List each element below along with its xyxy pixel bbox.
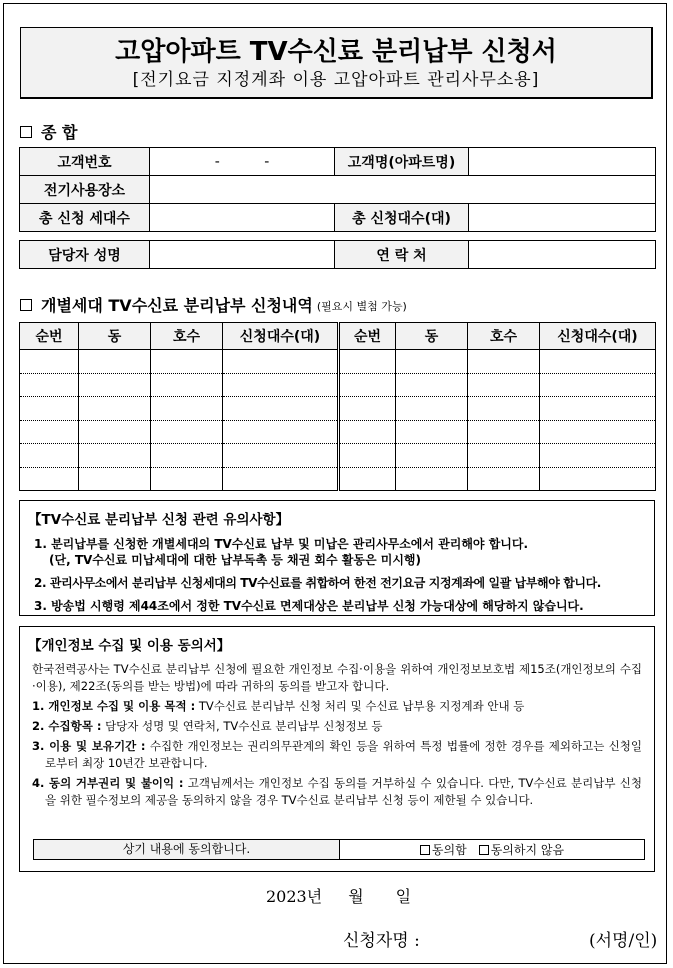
customer-name-label: 고객명(아파트명)	[335, 148, 469, 176]
total-households-label: 총 신청 세대수	[20, 204, 150, 232]
table-cell[interactable]	[79, 373, 151, 397]
table-cell[interactable]	[540, 350, 656, 374]
table-cell[interactable]	[20, 350, 79, 374]
table-cell[interactable]	[468, 350, 540, 374]
contact-field[interactable]	[469, 241, 656, 269]
table-cell[interactable]	[468, 397, 540, 421]
table-cell[interactable]	[79, 467, 151, 491]
table-cell[interactable]	[151, 373, 223, 397]
table-cell[interactable]	[468, 420, 540, 444]
table-cell[interactable]	[20, 444, 79, 468]
page-title: 고압아파트 TV수신료 분리납부 신청서	[115, 37, 557, 67]
page-subtitle: [전기요금 지정계좌 이용 고압아파트 관리사무소용]	[132, 70, 540, 90]
table-cell[interactable]	[540, 420, 656, 444]
notice-item: 2. 관리사무소에서 분리납부 신청세대의 TV수신료를 취합하여 한전 전기요금 지정계좌에 일괄 납부해야 합니다.	[34, 576, 601, 590]
table-row	[20, 467, 656, 491]
total-units-field[interactable]	[469, 204, 656, 232]
customer-name-field[interactable]	[469, 148, 656, 176]
privacy-item-text: 고객님께서는 개인정보 수집 동의를 거부하실 수 있습니다. 다만, TV수신료 분리납부 신청을 위한 필수정보의 제공을 동의하지 않을 경우 TV수신료 분리납부 신청 등이 제한될 수 있습니다.	[45, 776, 642, 807]
table-cell[interactable]	[223, 373, 339, 397]
consent-options	[340, 840, 644, 859]
privacy-item	[32, 718, 642, 735]
table-cell[interactable]	[540, 397, 656, 421]
privacy-item-label: 2. 수집항목 :	[32, 719, 102, 733]
table-row	[20, 373, 656, 397]
table-cell[interactable]	[223, 397, 339, 421]
notices-title: 【TV수신료 분리납부 신청 관련 유의사항】	[28, 512, 290, 528]
table-cell[interactable]	[540, 444, 656, 468]
notice-item: (단, TV수신료 미납세대에 대한 납부독촉 등 채권 회수 활동은 미시행)	[49, 553, 421, 567]
privacy-item-text: 담당자 성명 및 연락처, TV수신료 분리납부 신청정보 등	[101, 719, 383, 733]
table-cell[interactable]	[151, 420, 223, 444]
table-cell[interactable]	[396, 467, 468, 491]
notice-item: 1. 분리납부를 신청한 개별세대의 TV수신료 납부 및 미납은 관리사무소에서 관리해야 합니다.	[34, 537, 529, 551]
column-header: 동	[396, 323, 468, 350]
manager-name-field[interactable]	[150, 241, 335, 269]
summary-table	[19, 147, 656, 232]
table-cell[interactable]	[339, 373, 396, 397]
privacy-item-text: 수집한 개인정보는 권리의무관계의 확인 등을 위하여 특정 법률에 정한 경우를 제외하고는 신청일로부터 최장 10년간 보관합니다.	[45, 739, 642, 770]
table-cell[interactable]	[396, 397, 468, 421]
total-units-label: 총 신청대수(대)	[335, 204, 469, 232]
summary-section-title: 종 합	[41, 123, 78, 142]
checkbox-icon[interactable]	[479, 845, 489, 855]
square-bullet-icon	[20, 126, 32, 138]
table-cell[interactable]	[396, 420, 468, 444]
privacy-item-text: TV수신료 분리납부 신청 처리 및 수신료 납부용 지정계좌 안내 등	[195, 699, 525, 713]
table-cell[interactable]	[20, 420, 79, 444]
table-cell[interactable]	[223, 350, 339, 374]
table-cell[interactable]	[396, 373, 468, 397]
table-row	[20, 397, 656, 421]
table-cell[interactable]	[468, 467, 540, 491]
privacy-item	[32, 738, 642, 772]
table-cell[interactable]	[79, 397, 151, 421]
column-header: 신청대수(대)	[540, 323, 656, 350]
manager-name-label: 담당자 성명	[20, 241, 150, 269]
notices-panel	[19, 500, 655, 616]
table-cell[interactable]	[223, 444, 339, 468]
date-day[interactable]: 일	[395, 887, 412, 906]
table-row	[20, 444, 656, 468]
household-section-note: (필요시 별첨 가능)	[316, 300, 407, 313]
contact-label: 연 락 처	[335, 241, 469, 269]
table-cell[interactable]	[339, 420, 396, 444]
agree-label: 동의함	[431, 843, 467, 857]
table-cell[interactable]	[151, 397, 223, 421]
privacy-title: 【개인정보 수집 및 이용 동의서】	[28, 638, 231, 654]
notice-item: 3. 방송법 시행령 제44조에서 정한 TV수신료 면제대상은 분리납부 신청 가능대상에 해당하지 않습니다.	[34, 599, 584, 613]
customer-number-field[interactable]: - -	[150, 148, 335, 176]
column-header: 순번	[20, 323, 79, 350]
table-cell[interactable]	[79, 444, 151, 468]
column-header: 신청대수(대)	[223, 323, 339, 350]
table-cell[interactable]	[20, 467, 79, 491]
household-section-heading	[20, 293, 407, 316]
usage-location-label: 전기사용장소	[20, 176, 150, 204]
date-month[interactable]: 월	[348, 887, 364, 906]
privacy-item-label: 3. 이용 및 보유기간 :	[32, 739, 146, 753]
manager-table	[19, 240, 656, 269]
checkbox-icon[interactable]	[420, 845, 430, 855]
privacy-item	[32, 775, 642, 809]
summary-section-heading	[20, 120, 77, 143]
household-table	[19, 322, 656, 491]
table-cell[interactable]	[540, 467, 656, 491]
table-cell[interactable]	[20, 397, 79, 421]
disagree-checkbox[interactable]	[479, 841, 564, 858]
table-cell[interactable]	[339, 350, 396, 374]
table-cell[interactable]	[151, 350, 223, 374]
table-cell[interactable]	[339, 397, 396, 421]
column-header: 호수	[468, 323, 540, 350]
table-cell[interactable]	[151, 467, 223, 491]
column-header: 동	[79, 323, 151, 350]
disagree-label: 동의하지 않음	[490, 843, 565, 857]
privacy-item-label: 1. 개인정보 수집 및 이용 목적 :	[32, 699, 196, 713]
privacy-item-label: 4. 동의 거부권리 및 불이익 :	[32, 776, 184, 790]
privacy-intro: 한국전력공사는 TV수신료 분리납부 신청에 필요한 개인정보 수집·이용을 위하여 개인정보보호법 제15조(개인정보의 수집·이용), 제22조(동의를 받는 방법)에 따라 귀하의 동의를 받고자 합니다.	[32, 662, 642, 693]
table-row	[20, 420, 656, 444]
table-cell[interactable]	[396, 350, 468, 374]
table-cell[interactable]	[223, 420, 339, 444]
privacy-item	[32, 698, 642, 715]
applicant-name-field[interactable]	[440, 924, 580, 950]
date-line	[266, 884, 411, 907]
customer-number-label: 고객번호	[20, 148, 150, 176]
household-section-title: 개별세대 TV수신료 분리납부 신청내역	[41, 296, 313, 315]
table-cell[interactable]	[339, 467, 396, 491]
consent-row	[33, 839, 645, 860]
column-header: 순번	[339, 323, 396, 350]
signature-label: (서명/인)	[589, 931, 658, 951]
privacy-panel	[19, 626, 655, 872]
table-cell[interactable]	[79, 420, 151, 444]
title-box	[20, 27, 653, 99]
table-header-row	[20, 323, 656, 350]
consent-prompt: 상기 내용에 동의합니다.	[34, 840, 340, 859]
table-cell[interactable]	[396, 444, 468, 468]
table-cell[interactable]	[20, 373, 79, 397]
applicant-name-label: 신청자명 :	[343, 931, 420, 951]
table-cell[interactable]	[151, 444, 223, 468]
table-cell[interactable]	[468, 373, 540, 397]
total-households-field[interactable]	[150, 204, 335, 232]
table-cell[interactable]	[79, 350, 151, 374]
date-year[interactable]: 2023년	[266, 887, 323, 906]
square-bullet-icon	[20, 299, 32, 311]
column-header: 호수	[151, 323, 223, 350]
usage-location-field[interactable]	[150, 176, 656, 204]
table-cell[interactable]	[339, 444, 396, 468]
table-cell[interactable]	[223, 467, 339, 491]
table-cell[interactable]	[468, 444, 540, 468]
table-cell[interactable]	[540, 373, 656, 397]
table-row	[20, 350, 656, 374]
agree-checkbox[interactable]	[420, 841, 467, 858]
